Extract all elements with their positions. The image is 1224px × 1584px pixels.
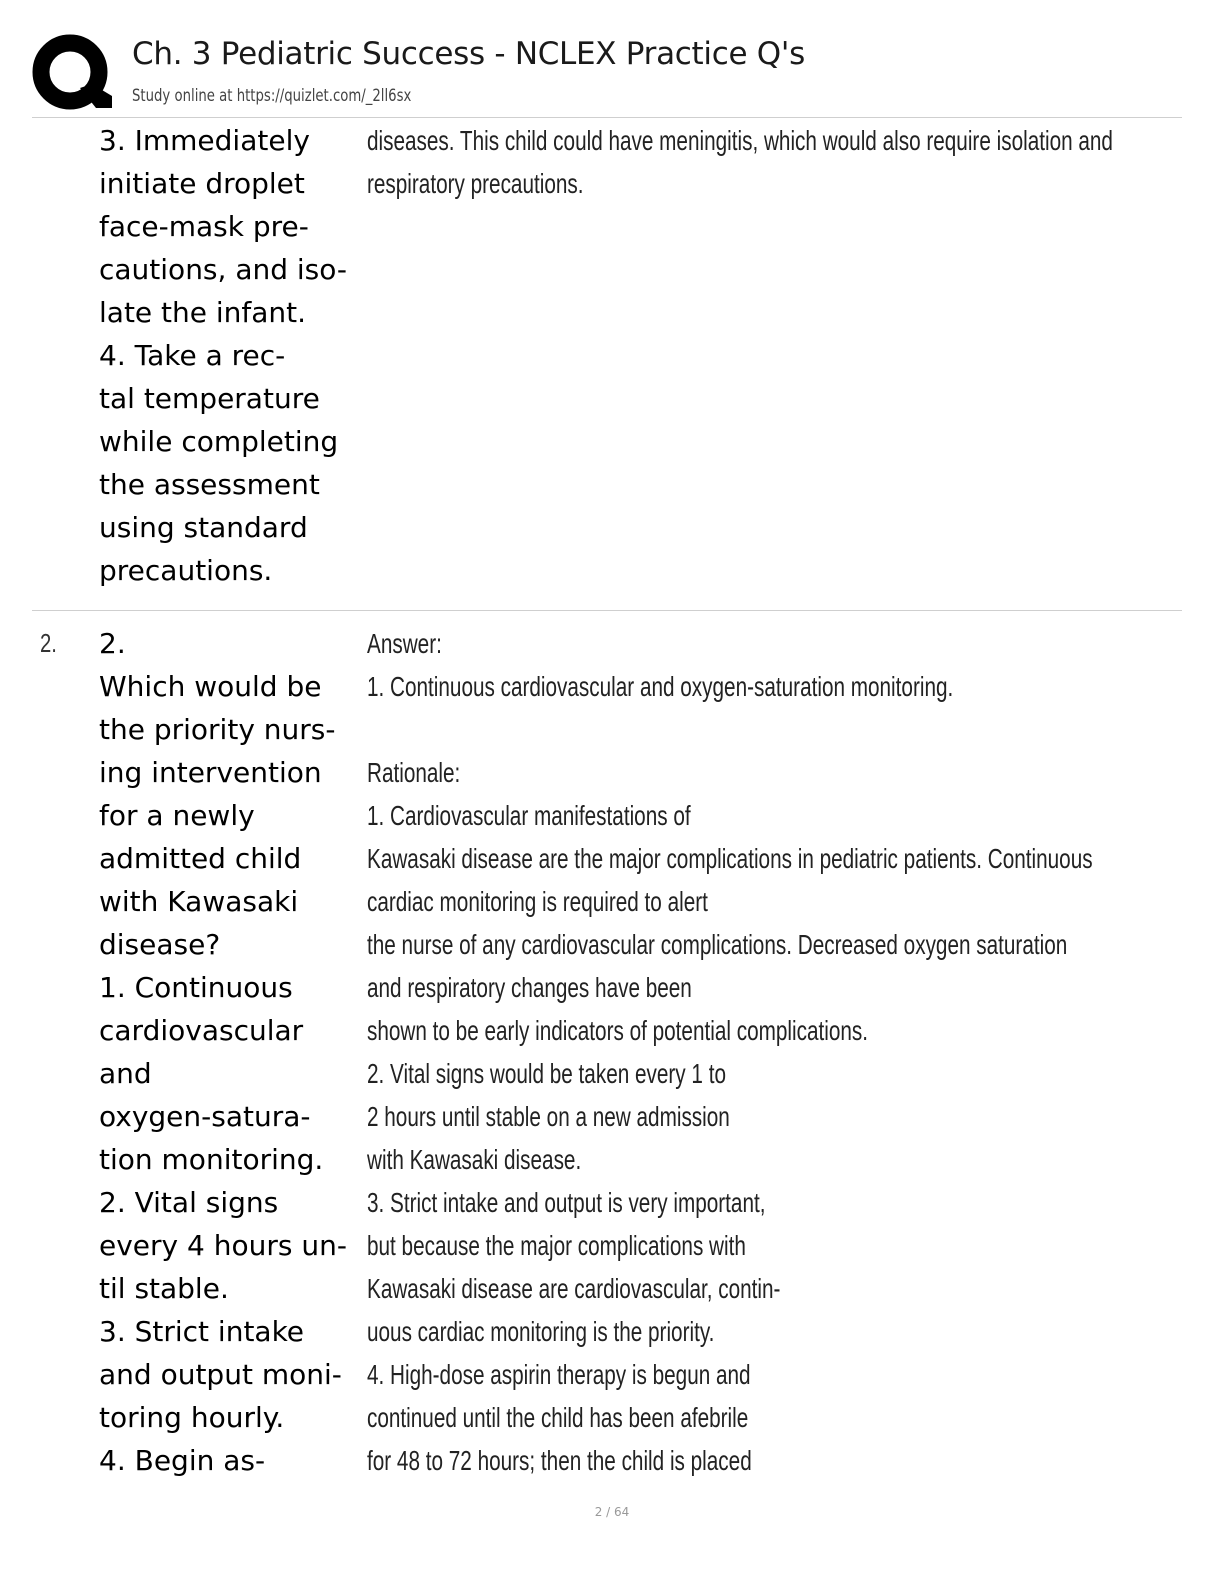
definition-line — [367, 708, 974, 751]
definition-line: 3. Strict intake and output is very important, — [367, 1187, 766, 1218]
term-line: using standard — [99, 511, 308, 544]
term-line: for a newly — [99, 799, 255, 832]
term-line: ing intervention — [99, 756, 322, 789]
definition-line: Answer: — [367, 628, 442, 659]
term-line: late the infant. — [99, 296, 307, 329]
definition-line: but because the major complications with — [367, 1230, 746, 1261]
term-line: oxygen-satura- — [99, 1100, 311, 1133]
term-line: cautions, and iso- — [99, 253, 348, 286]
document-title: Ch. 3 Pediatric Success - NCLEX Practice Q's — [132, 36, 805, 72]
term-line: 4. Take a rec- — [99, 339, 286, 372]
term-line: disease? — [99, 928, 221, 961]
definition-line: the nurse of any cardiovascular complications. Decreased oxygen saturation — [367, 929, 1068, 960]
definition-line: for 48 to 72 hours; then the child is placed — [367, 1445, 752, 1476]
term-line: tion monitoring. — [99, 1143, 324, 1176]
definition-line: shown to be early indicators of potential complications. — [367, 1015, 869, 1046]
term-line: and — [99, 1057, 152, 1090]
term-line: the priority nurs- — [99, 713, 336, 746]
definition-line: 2 hours until stable on a new admission — [367, 1101, 730, 1132]
term-line: admitted child — [99, 842, 302, 875]
card-1-term — [99, 119, 361, 592]
definition-line: 2. Vital signs would be taken every 1 to — [367, 1058, 726, 1089]
definition-line: respiratory precautions. — [367, 168, 584, 199]
definition-line: with Kawasaki disease. — [367, 1144, 582, 1175]
term-line: initiate droplet — [99, 167, 305, 200]
definition-line: diseases. This child could have meningitis, which would also require isolation and — [367, 125, 1113, 156]
definition-line: continued until the child has been afebrile — [367, 1402, 749, 1433]
term-line: precautions. — [99, 554, 273, 587]
term-line: 4. Begin as- — [99, 1444, 266, 1477]
definition-line: Rationale: — [367, 757, 461, 788]
page-header — [32, 30, 1182, 116]
definition-line: 1. Continuous cardiovascular and oxygen-saturation monitoring. — [367, 671, 954, 702]
term-line: til stable. — [99, 1272, 229, 1305]
term-line: and output moni- — [99, 1358, 342, 1391]
definition-line: 1. Cardiovascular manifestations of — [367, 800, 691, 831]
term-line: with Kawasaki — [99, 885, 299, 918]
definition-line: cardiac monitoring is required to alert — [367, 886, 708, 917]
quizlet-q-logo-icon — [32, 34, 112, 114]
page-number: 2 / 64 — [594, 1505, 630, 1519]
term-line: 3. Strict intake — [99, 1315, 305, 1348]
term-line: Which would be — [99, 670, 322, 703]
term-line: 1. Continuous — [99, 971, 293, 1004]
card-2-number: 2. — [40, 628, 57, 658]
card-2-term — [99, 622, 361, 1482]
definition-line: uous cardiac monitoring is the priority. — [367, 1316, 715, 1347]
term-line: tal temperature — [99, 382, 320, 415]
term-line: toring hourly. — [99, 1401, 285, 1434]
card-2-definition — [367, 622, 1187, 1482]
card-divider — [32, 610, 1182, 611]
term-line: 2. Vital signs — [99, 1186, 279, 1219]
study-online-link[interactable]: Study online at https://quizlet.com/_2ll6sx — [132, 86, 412, 106]
term-line: face-mask pre- — [99, 210, 309, 243]
term-line: the assessment — [99, 468, 320, 501]
definition-line: Kawasaki disease are cardiovascular, contin- — [367, 1273, 781, 1304]
term-line: 2. — [99, 627, 126, 660]
definition-line: 4. High-dose aspirin therapy is begun and — [367, 1359, 751, 1390]
card-1-definition — [367, 119, 1187, 205]
header-divider — [32, 117, 1182, 118]
term-line: every 4 hours un- — [99, 1229, 347, 1262]
term-line: 3. Immediately — [99, 124, 310, 157]
definition-line: Kawasaki disease are the major complications in pediatric patients. Continuous — [367, 843, 1093, 874]
term-line: cardiovascular — [99, 1014, 304, 1047]
definition-line: and respiratory changes have been — [367, 972, 692, 1003]
term-line: while completing — [99, 425, 339, 458]
